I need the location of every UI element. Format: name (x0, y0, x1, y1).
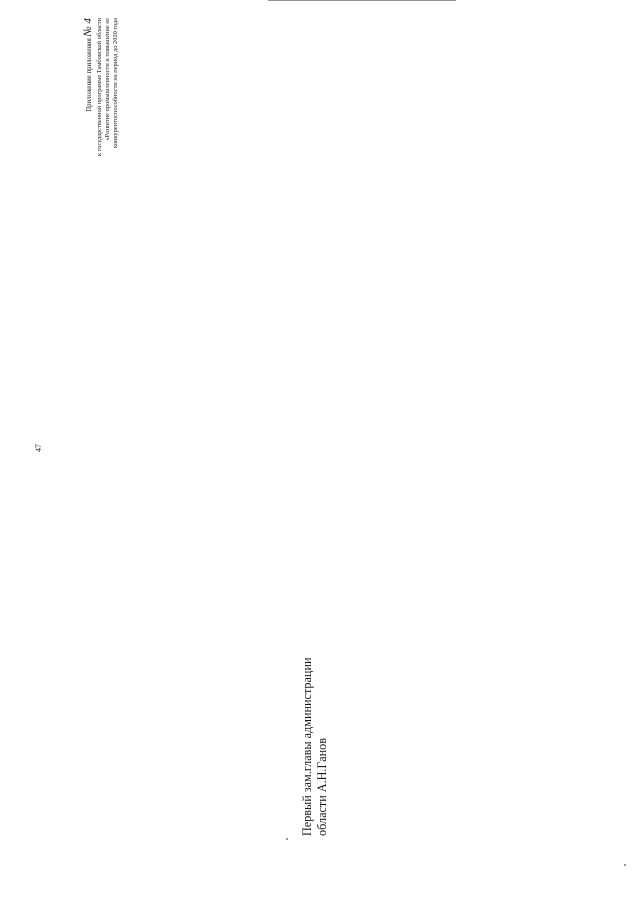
appendix-number: № 4 (82, 18, 94, 37)
header-line-1: к государственной программе Тамбовской области (95, 18, 103, 157)
signature-position: Первый зам.главы администрации (300, 657, 314, 836)
scan-speck (286, 838, 288, 840)
appendix-label: Приложение приложения (86, 38, 93, 112)
signature-name: области А.Н.Ганов (314, 737, 329, 836)
header-line-3: конкурентоспособности на период до 2020 года (111, 18, 119, 149)
appendix-header (82, 18, 120, 458)
signature-block (300, 586, 329, 836)
header-line-2: «Развитие промышленности и повышение ее (103, 18, 111, 141)
page-number: 47 (34, 444, 43, 452)
appendix-title (82, 18, 96, 458)
scan-speck (624, 864, 626, 866)
